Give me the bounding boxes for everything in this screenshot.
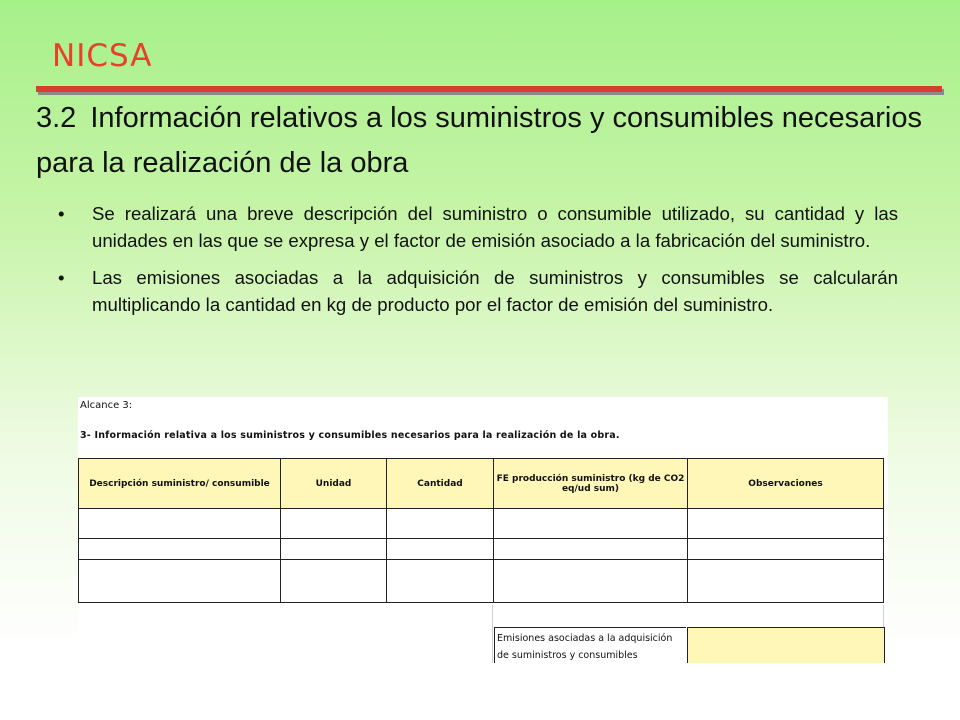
column-header: Observaciones bbox=[688, 459, 884, 509]
table-cell[interactable] bbox=[494, 539, 688, 560]
column-header: FE producción suministro (kg de CO2 eq/ud sum) bbox=[494, 459, 688, 509]
emissions-value-cell[interactable] bbox=[687, 627, 885, 663]
table-row bbox=[79, 539, 884, 560]
bullet-dot: • bbox=[58, 267, 65, 288]
table-cell[interactable] bbox=[387, 509, 494, 539]
section-number: 3.2 bbox=[36, 102, 77, 134]
table-cell[interactable] bbox=[494, 560, 688, 603]
slide-title bbox=[36, 96, 936, 186]
emissions-label: Emisiones asociadas a la adquisición de suministros y consumibles bbox=[494, 627, 686, 663]
column-header: Descripción suministro/ consumible bbox=[79, 459, 281, 509]
table-cell[interactable] bbox=[494, 509, 688, 539]
table-header-row bbox=[79, 459, 884, 509]
table-cell[interactable] bbox=[688, 509, 884, 539]
title-text: Información relativos a los suministros y consumibles necesarios para la realización de la obra bbox=[36, 102, 922, 179]
nicsa-logo: NICSA bbox=[52, 38, 153, 74]
grid-line bbox=[492, 605, 493, 663]
column-header: Unidad bbox=[281, 459, 387, 509]
table-cell[interactable] bbox=[281, 539, 387, 560]
table-cell[interactable] bbox=[387, 539, 494, 560]
table-cell[interactable] bbox=[281, 509, 387, 539]
title-rule bbox=[36, 86, 942, 92]
section-title: 3- Información relativa a los suministros y consumibles necesarios para la realización de la obra. bbox=[80, 430, 620, 441]
bullet-text: Las emisiones asociadas a la adquisición de suministros y consumibles se calcularán multiplicando la cantidad en kg de producto por el factor de emisión del suministro. bbox=[92, 267, 898, 315]
bullet-dot: • bbox=[58, 203, 65, 224]
column-header: Cantidad bbox=[387, 459, 494, 509]
table-cell[interactable] bbox=[688, 539, 884, 560]
table-cell[interactable] bbox=[79, 539, 281, 560]
bullet-item bbox=[58, 264, 898, 318]
bullet-list bbox=[58, 200, 898, 328]
table-row bbox=[79, 509, 884, 539]
scope-label: Alcance 3: bbox=[80, 400, 133, 411]
table-cell[interactable] bbox=[281, 560, 387, 603]
bullet-item bbox=[58, 200, 898, 254]
table-row bbox=[79, 560, 884, 603]
table-cell[interactable] bbox=[387, 560, 494, 603]
bullet-text: Se realizará una breve descripción del suministro o consumible utilizado, su cantidad y las unidades en las que se expresa y el factor de emisión asociado a la fabricación del suministro. bbox=[92, 203, 898, 251]
table-cell[interactable] bbox=[79, 509, 281, 539]
table-cell[interactable] bbox=[688, 560, 884, 603]
spreadsheet-excerpt bbox=[78, 397, 888, 663]
table-cell[interactable] bbox=[79, 560, 281, 603]
supplies-table bbox=[78, 458, 884, 603]
